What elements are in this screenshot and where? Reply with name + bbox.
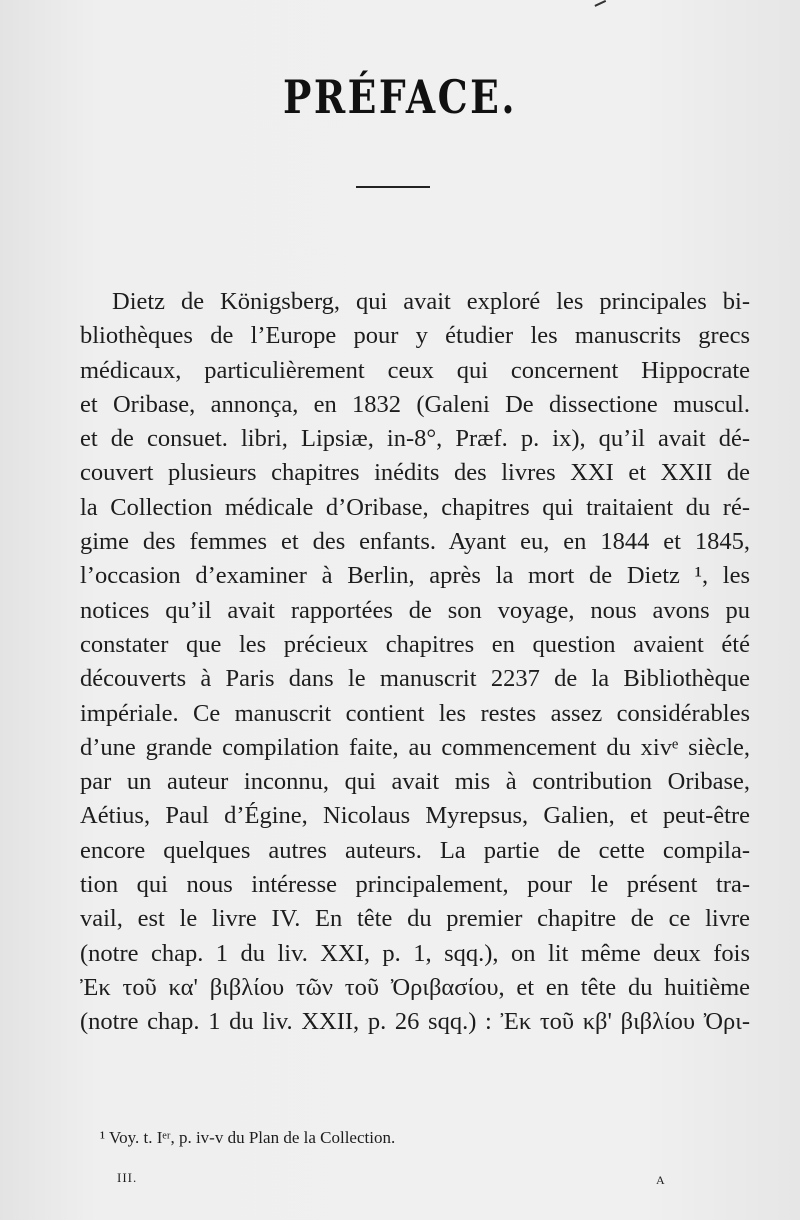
text-line: et Oribase, annonça, en 1832 (Galeni De dissectione muscul. [80,390,750,418]
text-line: Dietz de Königsberg, qui avait exploré les principales bi- [112,288,750,315]
text-line: d’une grande compilation faite, au commencement du xivᵉ siècle, [80,733,750,761]
text-line: notices qu’il avait rapportées de son voyage, nous avons pu [80,596,750,624]
signature-mark: III. [117,1170,138,1185]
text-line: couvert plusieurs chapitres inédits des livres XXI et XXII de [80,459,750,487]
text-line: impériale. Ce manuscrit contient les restes assez considérables [80,699,750,727]
page-title: PRÉFACE. [283,70,517,124]
text-line: vail, est le livre IV. En tête du premier chapitre de ce livre [80,905,750,933]
text-line: découverts à Paris dans le manuscrit 2237 de la Bibliothèque [80,665,750,693]
text-line: encore quelques autres auteurs. La partie de cette compila- [80,836,750,864]
text-line: gime des femmes et des enfants. Ayant eu, en 1844 et 1845, [80,528,750,556]
ink-mark [594,0,609,14]
body-paragraph [80,285,750,1040]
text-line: (notre chap. 1 du liv. XXII, p. 26 sqq.) : Ἐκ τοῦ κβ' βιβλίου Ὀρι- [80,1008,750,1036]
signature-letter: A [656,1173,665,1187]
text-line: (notre chap. 1 du liv. XXI, p. 1, sqq.), on lit même deux fois [80,939,750,967]
text-line: Ἐκ τοῦ κα' βιβλίου τῶν τοῦ Ὀριβασίου, et en tête du huitième [80,973,750,1001]
text-line: bliothèques de l’Europe pour y étudier les manuscrits grecs [80,322,750,350]
text-line: tion qui nous intéresse principalement, pour le présent tra- [80,871,750,899]
title-rule [356,186,430,188]
text-line: Aétius, Paul d’Égine, Nicolaus Myrepsus, Galien, et peut-être [80,802,750,830]
text-line: la Collection médicale d’Oribase, chapitres qui traitaient du ré- [80,493,750,521]
text-line: médicaux, particulièrement ceux qui concernent Hippocrate [80,356,750,384]
text-line: l’occasion d’examiner à Berlin, après la mort de Dietz ¹, les [80,562,750,590]
text-line: par un auteur inconnu, qui avait mis à contribution Oribase, [80,768,750,796]
text-line: et de consuet. libri, Lipsiæ, in-8°, Præf. p. ix), qu’il avait dé- [80,425,750,453]
text-line: constater que les précieux chapitres en question avaient été [80,630,750,658]
footnote: ¹ Voy. t. Iᵉʳ, p. iv-v du Plan de la Collection. [100,1128,396,1147]
